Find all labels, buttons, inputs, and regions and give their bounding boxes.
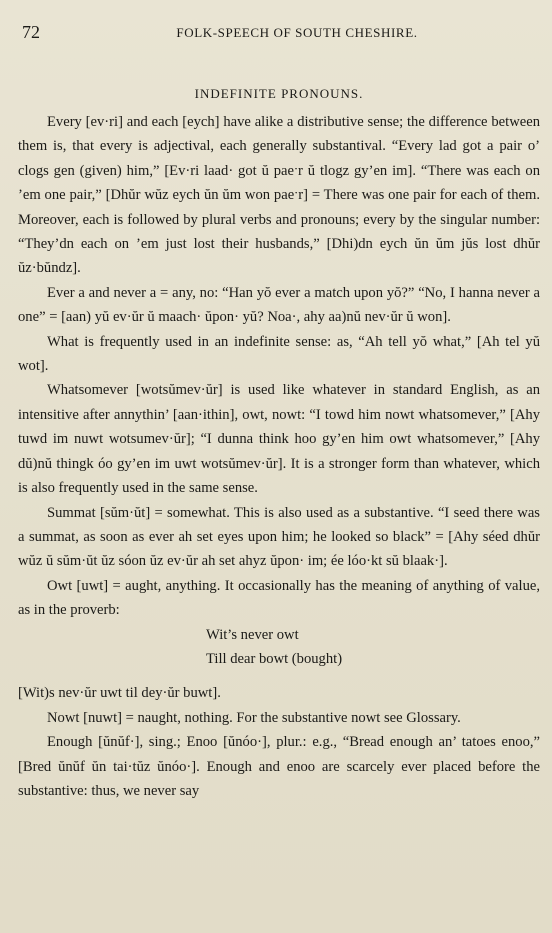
paragraph-enough: Enough [ŭnŭf·], sing.; Enoo [ŭnóo·], plur.: e.g., “Bread enough an’ tatoes enoo,” [Bred ŭnŭf ŭn tai·tŭz ŭnóo·]. Enough and enoo are scarcely ever placed before the substantive: thus, we never say bbox=[18, 734, 540, 799]
paragraph-owt: Owt [uwt] = aught, anything. It occasionally has the meaning of anything of value, as in the proverb: bbox=[18, 577, 540, 619]
page-body bbox=[18, 110, 540, 803]
page-number: 72 bbox=[22, 22, 40, 42]
proverb-line-2: Till dear bowt (bought) bbox=[206, 650, 343, 667]
section-title: INDEFINITE PRONOUNS. bbox=[194, 86, 364, 101]
paragraph-nowt: Nowt [nuwt] = naught, nothing. For the substantive nowt see Glossary. bbox=[47, 709, 461, 726]
paragraph-what: What is frequently used in an indefinite sense: as, “Ah tell yŏ what,” [Ah tel yŭ wot]. bbox=[18, 333, 540, 375]
proverb-line-1: Wit’s never owt bbox=[206, 626, 299, 643]
paragraph-every-each: Every [ev·ri] and each [eych] have alike a distributive sense; the difference between them is, that every is adjectival, each generally substantival. “Every lad got a pair o’ clogs gen (given) him,” [Ev·ri laad· got ŭ paeˑr ŭ tlogz gy’en im]. “There was each on ’em one pair,” [Dhŭr wŭz eych ŭn ŭm won paeˑr] = There was one pair for each of them. Moreover, each is followed by plural verbs and pronouns; every by the singular number: “They’dn each on ’em just lost their husbands,” [Dhi)dn eych ŭn ŭm jŭs lost dhŭr ŭz·bŭndz]. bbox=[18, 114, 540, 277]
proverb-transcription: [Wit)s nev·ŭr uwt til dey·ŭr buwt]. bbox=[18, 685, 221, 702]
paragraph-ever-a: Ever a and never a = any, no: “Han yŏ ever a match upon yŏ?” “No, I hanna never a one” = [aan) yŭ ev·ŭr ŭ maach· ŭpon· yŭ? Noa·, ahy aa)nŭ nev·ŭr ŭ won]. bbox=[18, 284, 540, 326]
paragraph-summat: Summat [sŭm·ŭt] = somewhat. This is also used as a substantive. “I seed there was a summat, as soon as ever ah set eyes upon him; he looked so black” = [Ahy séed dhŭr wŭz ŭ sŭm·ŭt ŭz sóon ŭz ev·ŭr ah set ahyz ŭpon· im; ée lóo·kt sŭ blaak·]. bbox=[18, 504, 540, 570]
paragraph-whatsomever: Whatsomever [wotsŭmev·ŭr] is used like whatever in standard English, as an intensitive after annythin’ [aan·ithin], owt, nowt: “I towd him nowt whatsomever,” [Ahy tuwd im nuwt wotsumev·ŭr]; “I dunna think hoo gy’en him owt whatsomever,” [Ahy dŭ)nŭ thingk óo gy’en im uwt wotsŭmev·ŭr]. It is a stronger form than whatever, which is also frequently used in the same sense. bbox=[18, 382, 540, 497]
running-title: FOLK-SPEECH OF SOUTH CHESHIRE. bbox=[176, 25, 418, 40]
page-header bbox=[18, 18, 540, 44]
